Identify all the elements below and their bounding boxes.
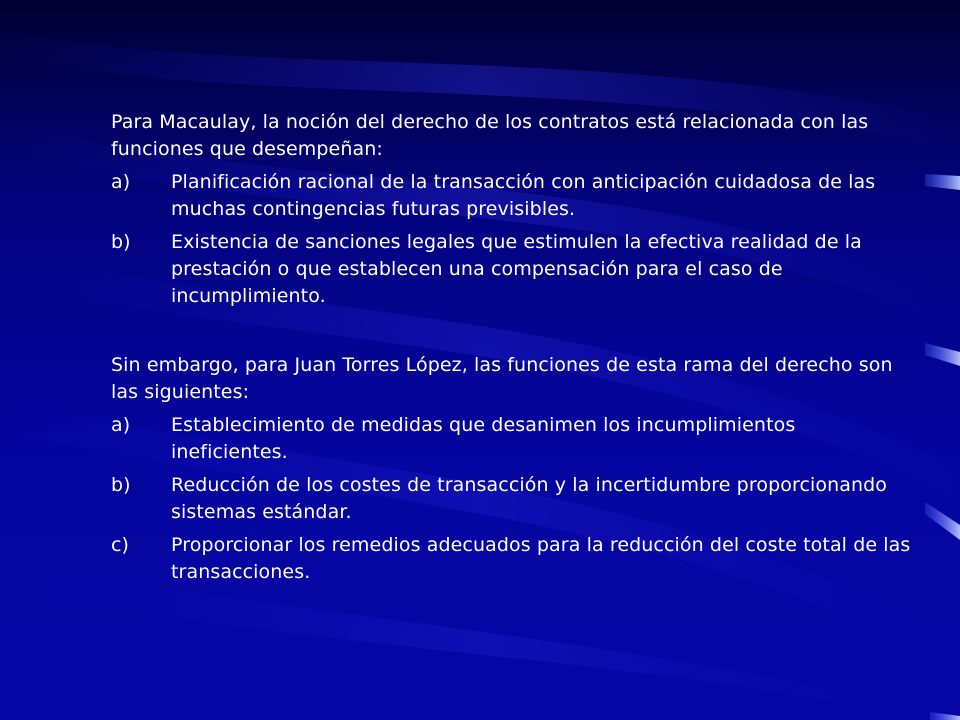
- list-item-text: Planificación racional de la transacción con anticipación cuidadosa de las muchas contingencias futuras previsibles.: [171, 171, 876, 220]
- list-item-text: Establecimiento de medidas que desanimen los incumplimientos ineficientes.: [171, 414, 796, 463]
- section1-intro: Para Macaulay, la noción del derecho de los contratos está relacionada con las funciones que desempeñan:: [111, 111, 869, 160]
- list-item: [111, 412, 911, 466]
- list-marker: b): [111, 474, 131, 496]
- list-item: [111, 532, 911, 586]
- list-item-text: Existencia de sanciones legales que estimulen la efectiva realidad de la prestación o que establecen una compensación para el caso de incumplimiento.: [171, 231, 862, 307]
- slide-content: [111, 109, 911, 586]
- edge-mark-1: [925, 174, 960, 190]
- list-marker: c): [111, 534, 130, 556]
- section2-intro: Sin embargo, para Juan Torres López, las funciones de esta rama del derecho son las siguientes:: [111, 354, 893, 403]
- list-item: [111, 229, 911, 310]
- list-marker: a): [111, 414, 131, 436]
- list-marker: a): [111, 171, 131, 193]
- list-item: [111, 472, 911, 526]
- list-item-text: Proporcionar los remedios adecuados para la reducción del coste total de las transacciones.: [171, 534, 911, 583]
- edge-mark-4: [930, 712, 960, 720]
- list-item-text: Reducción de los costes de transacción y la incertidumbre proporcionando sistemas estándar.: [171, 474, 888, 523]
- list-marker: b): [111, 231, 131, 253]
- list-item: [111, 169, 911, 223]
- edge-mark-2: [925, 343, 960, 366]
- edge-mark-3: [925, 502, 960, 540]
- section-spacer: [111, 310, 911, 352]
